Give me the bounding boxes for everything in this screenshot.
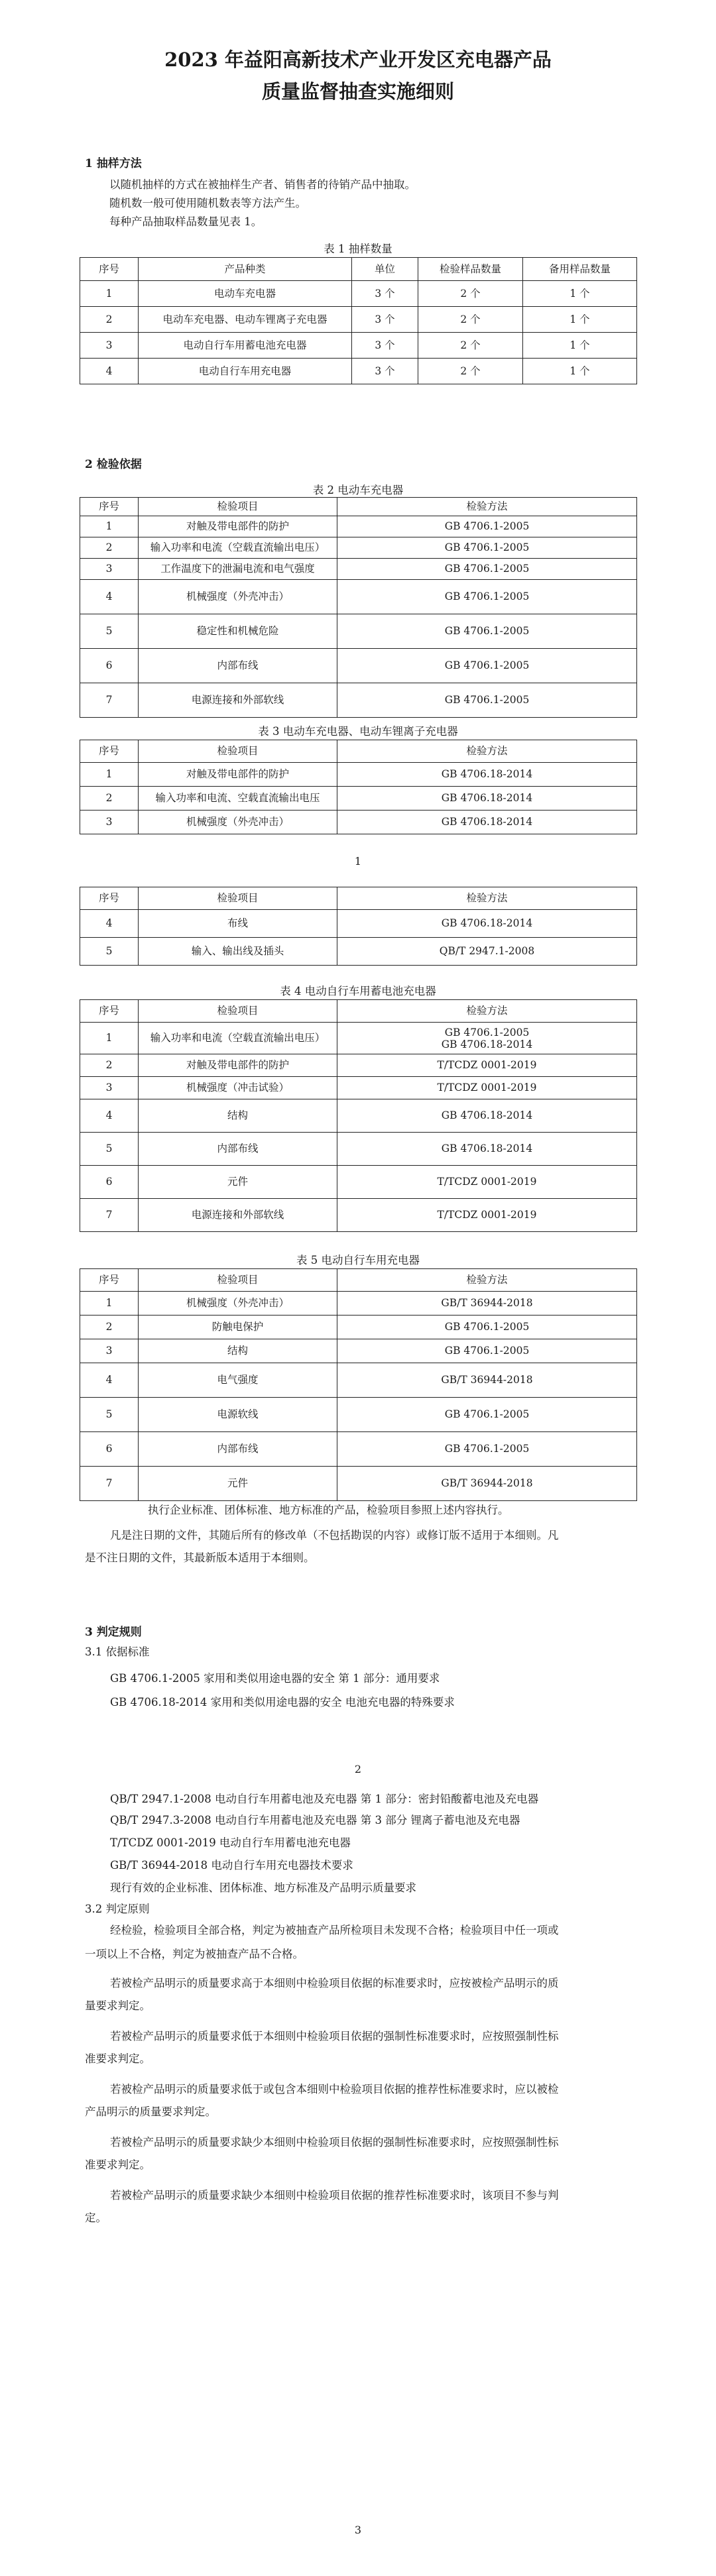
standard-item: GB 4706.18-2014 家用和类似用途电器的安全 电池充电器的特殊要求 — [110, 1696, 455, 1708]
table-row — [80, 1398, 637, 1432]
rule-paragraph-4-line2: 产品明示的质量要求判定。 — [85, 2105, 216, 2118]
table-cell: 1 — [80, 763, 139, 787]
table-cell: GB 4706.18-2014 — [337, 787, 637, 811]
table-cell: GB 4706.1-2005 — [337, 649, 637, 683]
table-cell: 3 — [80, 333, 139, 359]
table-cell: 7 — [80, 1199, 139, 1232]
table-cell: GB 4706.18-2014 — [337, 763, 637, 787]
rule-paragraph-5-line1: 若被检产品明示的质量要求缺少本细则中检验项目依据的强制性标准要求时，应按照强制性标 — [110, 2136, 559, 2149]
standard-item: 现行有效的企业标准、团体标准、地方标准及产品明示质量要求 — [110, 1881, 416, 1894]
rule-paragraph-5-line2: 准要求判定。 — [85, 2158, 150, 2171]
rule-paragraph-6-line1: 若被检产品明示的质量要求缺少本细则中检验项目依据的推荐性标准要求时，该项目不参与判 — [110, 2189, 559, 2202]
table-cell: GB 4706.1-2005 GB 4706.18-2014 — [337, 1023, 637, 1054]
rule-paragraph-1-line1: 经检验，检验项目全部合格，判定为被抽查产品所检项目未发现不合格；检验项目中任一项或 — [110, 1924, 559, 1936]
table-cell: GB 4706.1-2005 — [337, 1432, 637, 1467]
table-cell: 对触及带电部件的防护 — [139, 1054, 337, 1077]
table-cell: 对触及带电部件的防护 — [139, 763, 337, 787]
table-cell: 3 — [80, 559, 139, 580]
table-cell: GB/T 36944-2018 — [337, 1363, 637, 1398]
table-cell: 4 — [80, 1099, 139, 1133]
table-cell: GB 4706.1-2005 — [337, 1316, 637, 1339]
header-cell: 检验方法 — [337, 1000, 637, 1023]
table-cell: 2 个 — [418, 307, 523, 333]
table-row — [80, 516, 637, 537]
table-cell: 5 — [80, 1398, 139, 1432]
table-row — [80, 1166, 637, 1199]
standard-item: QB/T 2947.3-2008 电动自行车用蓄电池及充电器 第 3 部分 锂离子蓄电池及充电器 — [110, 1814, 520, 1826]
standard-item: GB/T 36944-2018 电动自行车用充电器技术要求 — [110, 1859, 353, 1872]
table-cell: 内部布线 — [139, 1133, 337, 1166]
standard-item: T/TCDZ 0001-2019 电动自行车用蓄电池充电器 — [110, 1836, 351, 1849]
table-cell: 2 — [80, 1316, 139, 1339]
header-cell: 检验项目 — [139, 740, 337, 763]
table-row — [80, 1363, 637, 1398]
table-row — [80, 1339, 637, 1363]
table-row — [80, 811, 637, 834]
table1-caption: 表 1 抽样数量 — [324, 243, 392, 255]
table-cell: 3 个 — [352, 281, 418, 307]
rule-paragraph-2-line2: 量要求判定。 — [85, 1999, 150, 2012]
table-cell: 元件 — [139, 1467, 337, 1501]
header-cell: 序号 — [80, 498, 139, 516]
table-cell: 6 — [80, 1166, 139, 1199]
table-cell: 防触电保护 — [139, 1316, 337, 1339]
rule-paragraph-3-line1: 若被检产品明示的质量要求低于本细则中检验项目依据的强制性标准要求时，应按照强制性标 — [110, 2030, 559, 2043]
header-cell: 序号 — [80, 887, 139, 910]
table-cell: GB 4706.1-2005 — [337, 559, 637, 580]
table-row — [80, 333, 637, 359]
header-cell: 产品种类 — [139, 258, 352, 281]
table-cell: GB 4706.18-2014 — [337, 1099, 637, 1133]
table-cell: 2 个 — [418, 281, 523, 307]
table-cell: 1 个 — [523, 359, 637, 384]
table-row — [80, 537, 637, 559]
section3-heading: 3 判定规则 — [85, 1626, 142, 1639]
table-cell: 内部布线 — [139, 1432, 337, 1467]
table-cell: GB 4706.18-2014 — [337, 1133, 637, 1166]
table-cell: 3 — [80, 1077, 139, 1099]
header-cell: 检验项目 — [139, 498, 337, 516]
table-row — [80, 1077, 637, 1099]
table-cell: QB/T 2947.1-2008 — [337, 938, 637, 966]
rule-paragraph-4-line1: 若被检产品明示的质量要求低于或包含本细则中检验项目依据的推荐性标准要求时，应以被检 — [110, 2083, 559, 2096]
header-cell: 检验方法 — [337, 887, 637, 910]
table-cell: 7 — [80, 1467, 139, 1501]
section3-2-heading: 3.2 判定原则 — [85, 1903, 150, 1915]
table-row — [80, 763, 637, 787]
table-cell: 3 个 — [352, 307, 418, 333]
table-cell: 1 — [80, 1292, 139, 1316]
table-cell: 4 — [80, 359, 139, 384]
table-row — [80, 1133, 637, 1166]
sampling-quantity-table — [80, 257, 637, 384]
standard-item: GB 4706.1-2005 家用和类似用途电器的安全 第 1 部分：通用要求 — [110, 1672, 440, 1685]
header-cell: 序号 — [80, 1269, 139, 1292]
table-header-row — [80, 498, 637, 516]
header-cell: 序号 — [80, 258, 139, 281]
table-cell: GB/T 36944-2018 — [337, 1292, 637, 1316]
table-row — [80, 787, 637, 811]
table-cell: 机械强度（外壳冲击） — [139, 580, 337, 614]
table-cell: GB 4706.1-2005 — [337, 1398, 637, 1432]
table-cell: T/TCDZ 0001-2019 — [337, 1199, 637, 1232]
inspection-table-ebike-charger — [80, 1268, 637, 1501]
table-row — [80, 649, 637, 683]
table-cell: T/TCDZ 0001-2019 — [337, 1054, 637, 1077]
table-cell: 2 个 — [418, 333, 523, 359]
table-cell: 工作温度下的泄漏电流和电气强度 — [139, 559, 337, 580]
section2-heading: 2 检验依据 — [85, 458, 142, 471]
table-cell: 4 — [80, 580, 139, 614]
table-cell: 5 — [80, 1133, 139, 1166]
table-cell: 5 — [80, 938, 139, 966]
table-row — [80, 1467, 637, 1501]
page-number: 2 — [354, 1763, 362, 1775]
table-cell: GB 4706.1-2005 — [337, 537, 637, 559]
header-cell: 检验项目 — [139, 1000, 337, 1023]
table-cell: 2 — [80, 537, 139, 559]
table-cell: GB 4706.1-2005 — [337, 516, 637, 537]
table-cell: 1 — [80, 1023, 139, 1054]
document-title-line2: 质量监督抽查实施细则 — [261, 80, 454, 103]
table-cell: T/TCDZ 0001-2019 — [337, 1077, 637, 1099]
table-cell: 4 — [80, 910, 139, 938]
table-row — [80, 307, 637, 333]
table-cell: 输入功率和电流（空载直流输出电压） — [139, 1023, 337, 1054]
table-row — [80, 614, 637, 649]
table-header-row — [80, 258, 637, 281]
note-paragraph-2-line1: 凡是注日期的文件，其随后所有的修改单（不包括勘误的内容）或修订版不适用于本细则。凡 — [110, 1529, 559, 1541]
table-cell: 5 — [80, 614, 139, 649]
table-row — [80, 1099, 637, 1133]
table-cell: 机械强度（外壳冲击） — [139, 811, 337, 834]
table-row — [80, 281, 637, 307]
table-cell: 2 — [80, 307, 139, 333]
table-row — [80, 683, 637, 718]
table-cell: 6 — [80, 649, 139, 683]
table-row — [80, 580, 637, 614]
inspection-table-ev-charger — [80, 497, 637, 718]
section1-paragraph-3: 每种产品抽取样品数量见表 1。 — [109, 215, 263, 228]
table-cell: 输入、输出线及插头 — [139, 938, 337, 966]
header-cell: 检验方法 — [337, 498, 637, 516]
table-cell: 3 个 — [352, 333, 418, 359]
table-cell: 3 — [80, 1339, 139, 1363]
table-cell: 4 — [80, 1363, 139, 1398]
table-cell: GB 4706.1-2005 — [337, 683, 637, 718]
page-number: 3 — [354, 2524, 362, 2536]
rule-paragraph-1-line2: 一项以上不合格，判定为被抽查产品不合格。 — [85, 1948, 304, 1960]
document-title-line1: 2023 年益阳高新技术产业开发区充电器产品 — [164, 48, 552, 71]
table-cell: 电动车充电器 — [139, 281, 352, 307]
header-cell: 检验方法 — [337, 740, 637, 763]
note-paragraph-2-line2: 是不注日期的文件，其最新版本适用于本细则。 — [85, 1551, 315, 1564]
header-cell: 检验项目 — [139, 1269, 337, 1292]
table-cell: 机械强度（冲击试验） — [139, 1077, 337, 1099]
table-row — [80, 910, 637, 938]
table-cell: GB 4706.1-2005 — [337, 614, 637, 649]
table-cell: 输入功率和电流、空载直流输出电压 — [139, 787, 337, 811]
table-cell: GB/T 36944-2018 — [337, 1467, 637, 1501]
table-header-row — [80, 1269, 637, 1292]
rule-paragraph-3-line2: 准要求判定。 — [85, 2052, 150, 2065]
table-cell: 电动车充电器、电动车锂离子充电器 — [139, 307, 352, 333]
table-row — [80, 1432, 637, 1467]
table-cell: GB 4706.1-2005 — [337, 1339, 637, 1363]
table3-caption: 表 3 电动车充电器、电动车锂离子充电器 — [258, 725, 458, 738]
table-cell: GB 4706.1-2005 — [337, 580, 637, 614]
header-cell: 检验项目 — [139, 887, 337, 910]
section1-heading: 1 抽样方法 — [85, 157, 142, 170]
table-row — [80, 559, 637, 580]
rule-paragraph-2-line1: 若被检产品明示的质量要求高于本细则中检验项目依据的标准要求时，应按被检产品明示的质 — [110, 1977, 559, 1989]
inspection-table-lithium-charger — [80, 740, 637, 834]
table-cell: 布线 — [139, 910, 337, 938]
table-cell: GB 4706.18-2014 — [337, 811, 637, 834]
table-header-row — [80, 887, 637, 910]
table-cell: 7 — [80, 683, 139, 718]
table-cell: GB 4706.18-2014 — [337, 910, 637, 938]
inspection-table-lithium-charger-continued — [80, 887, 637, 966]
table-cell: 2 — [80, 1054, 139, 1077]
header-cell: 检验样品数量 — [418, 258, 523, 281]
table-row — [80, 359, 637, 384]
table-cell: 1 — [80, 516, 139, 537]
standard-item: QB/T 2947.1-2008 电动自行车用蓄电池及充电器 第 1 部分：密封铅酸蓄电池及充电器 — [110, 1793, 539, 1805]
table-row — [80, 1199, 637, 1232]
table-cell: 电动自行车用充电器 — [139, 359, 352, 384]
table-cell: 结构 — [139, 1099, 337, 1133]
table-cell: 结构 — [139, 1339, 337, 1363]
table-cell: 输入功率和电流（空载直流输出电压） — [139, 537, 337, 559]
table-header-row — [80, 1000, 637, 1023]
table-cell: 电源软线 — [139, 1398, 337, 1432]
table-row — [80, 1316, 637, 1339]
table-cell: 2 个 — [418, 359, 523, 384]
table5-caption: 表 5 电动自行车用充电器 — [296, 1254, 420, 1266]
header-cell: 单位 — [352, 258, 418, 281]
table-cell: 元件 — [139, 1166, 337, 1199]
header-cell: 备用样品数量 — [523, 258, 637, 281]
table4-caption: 表 4 电动自行车用蓄电池充电器 — [280, 985, 436, 997]
table-cell: T/TCDZ 0001-2019 — [337, 1166, 637, 1199]
table-cell: 3 个 — [352, 359, 418, 384]
table-cell: 1 — [80, 281, 139, 307]
section3-1-heading: 3.1 依据标准 — [85, 1646, 150, 1658]
table-cell: 电动自行车用蓄电池充电器 — [139, 333, 352, 359]
header-cell: 序号 — [80, 740, 139, 763]
note-paragraph-1: 执行企业标准、团体标准、地方标准的产品，检验项目参照上述内容执行。 — [148, 1504, 509, 1516]
table-row — [80, 938, 637, 966]
table-cell: 电源连接和外部软线 — [139, 683, 337, 718]
section1-paragraph-1: 以随机抽样的方式在被抽样生产者、销售者的待销产品中抽取。 — [109, 178, 416, 191]
page-number: 1 — [354, 855, 362, 868]
table-cell: 稳定性和机械危险 — [139, 614, 337, 649]
table-cell: 1 个 — [523, 307, 637, 333]
inspection-table-battery-charger — [80, 999, 637, 1232]
table-cell: 3 — [80, 811, 139, 834]
table-row — [80, 1292, 637, 1316]
table-row — [80, 1023, 637, 1054]
table-header-row — [80, 740, 637, 763]
table-cell: 1 个 — [523, 333, 637, 359]
table-cell: 6 — [80, 1432, 139, 1467]
table-cell: 对触及带电部件的防护 — [139, 516, 337, 537]
table-cell: 电源连接和外部软线 — [139, 1199, 337, 1232]
header-cell: 检验方法 — [337, 1269, 637, 1292]
table-cell: 内部布线 — [139, 649, 337, 683]
table-cell: 2 — [80, 787, 139, 811]
table-cell: 电气强度 — [139, 1363, 337, 1398]
table-row — [80, 1054, 637, 1077]
section1-paragraph-2: 随机数一般可使用随机数表等方法产生。 — [109, 197, 306, 209]
table-cell: 机械强度（外壳冲击） — [139, 1292, 337, 1316]
rule-paragraph-6-line2: 定。 — [85, 2212, 107, 2224]
table-cell: 1 个 — [523, 281, 637, 307]
table2-caption: 表 2 电动车充电器 — [312, 484, 404, 496]
header-cell: 序号 — [80, 1000, 139, 1023]
